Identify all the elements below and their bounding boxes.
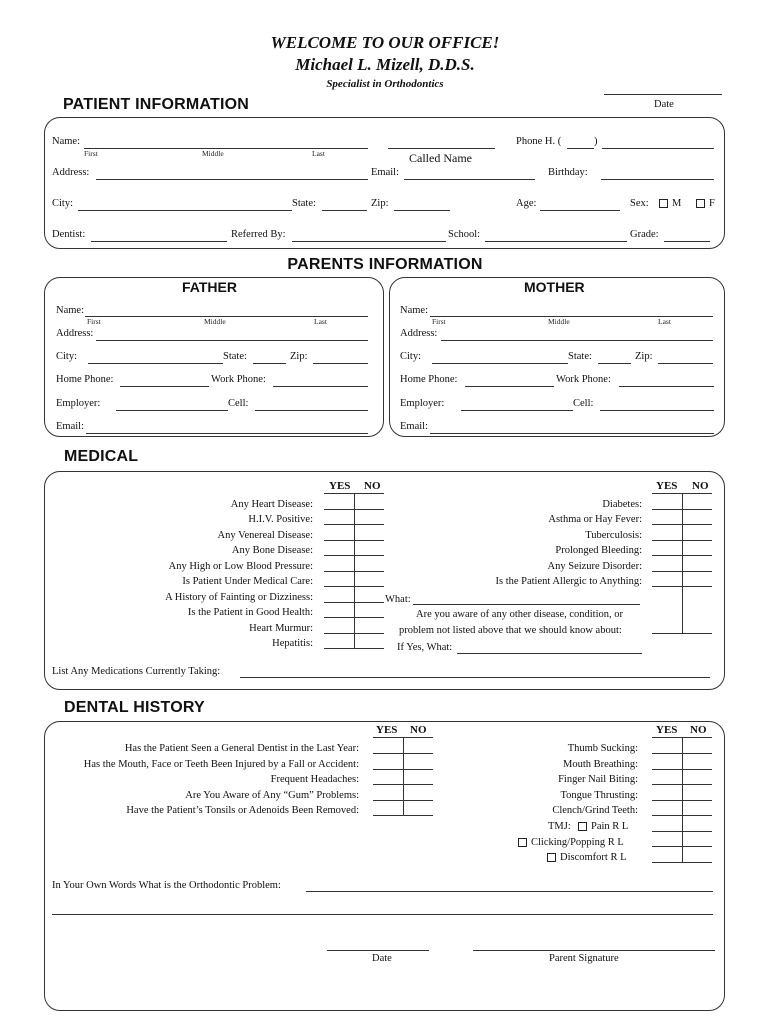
father-work-phone-field[interactable] xyxy=(273,386,368,387)
medical-left-q: A History of Fainting or Dizziness: xyxy=(165,592,313,603)
mother-state-label: State: xyxy=(568,351,592,362)
medical-answer-line[interactable] xyxy=(652,509,712,510)
patient-address-field[interactable] xyxy=(96,179,368,180)
mother-address-label: Address: xyxy=(400,328,438,339)
father-email-field[interactable] xyxy=(86,433,368,434)
father-city-label: City: xyxy=(56,351,78,362)
mother-zip-label: Zip: xyxy=(635,351,653,362)
father-zip-field[interactable] xyxy=(313,363,368,364)
birthday-field[interactable] xyxy=(601,179,714,180)
referred-by-field[interactable] xyxy=(292,241,446,242)
birthday-label: Birthday: xyxy=(548,167,588,178)
dental-divider-left xyxy=(403,738,404,816)
medical-left-q: Any Bone Disease: xyxy=(231,545,313,556)
mother-home-phone-field[interactable] xyxy=(465,386,554,387)
patient-city-field[interactable] xyxy=(78,210,292,211)
medical-left-q: Any High or Low Blood Pressure: xyxy=(168,561,313,572)
dental-yes-header-left: YES xyxy=(376,724,398,736)
sex-f-checkbox[interactable] xyxy=(696,199,705,208)
patient-middle-label: Middle xyxy=(202,149,224,158)
mother-heading: MOTHER xyxy=(524,279,585,295)
signature-date-field[interactable] xyxy=(327,950,429,951)
dental-right-q: Tongue Thrusting: xyxy=(560,790,638,801)
medical-answer-line[interactable] xyxy=(324,648,384,649)
age-label: Age: xyxy=(516,198,537,209)
tmj-label: TMJ: xyxy=(548,821,571,832)
father-cell-field[interactable] xyxy=(255,410,368,411)
tmj-pain-checkbox[interactable] xyxy=(578,822,587,831)
father-zip-label: Zip: xyxy=(290,351,308,362)
medical-left-q: H.I.V. Positive: xyxy=(248,514,313,525)
patient-last-label: Last xyxy=(312,149,325,158)
medical-left-q: Is Patient Under Medical Care: xyxy=(182,576,313,587)
medical-answer-line[interactable] xyxy=(652,586,712,587)
medications-field[interactable] xyxy=(240,677,710,678)
dental-answer-line[interactable] xyxy=(652,815,712,816)
phone-close: ) xyxy=(594,136,598,147)
mother-middle-label: Middle xyxy=(548,317,570,326)
medical-right-q: Diabetes: xyxy=(602,499,642,510)
phone-label: Phone H. ( xyxy=(516,136,562,147)
dental-answer-line[interactable] xyxy=(652,862,712,863)
mother-email-field[interactable] xyxy=(430,433,714,434)
father-address-field[interactable] xyxy=(96,340,368,341)
father-last-label: Last xyxy=(314,317,327,326)
father-name-label: Name: xyxy=(56,305,84,316)
tmj-pain-label: Pain R L xyxy=(591,821,629,832)
dental-answer-line[interactable] xyxy=(652,753,712,754)
dental-answer-line[interactable] xyxy=(373,815,433,816)
mother-city-label: City: xyxy=(400,351,422,362)
dental-left-q: Frequent Headaches: xyxy=(270,774,359,785)
sex-label: Sex: xyxy=(630,198,649,209)
mother-work-phone-field[interactable] xyxy=(619,386,714,387)
phone-area-field[interactable] xyxy=(567,148,594,149)
medical-answer-line[interactable] xyxy=(324,524,384,525)
medical-left-q: Any Heart Disease: xyxy=(230,499,313,510)
medical-left-q: Hepatitis: xyxy=(272,638,313,649)
medications-label: List Any Medications Currently Taking: xyxy=(52,666,221,677)
header-date-line[interactable] xyxy=(604,94,722,95)
grade-field[interactable] xyxy=(664,241,710,242)
signature-date-label: Date xyxy=(372,953,392,964)
dental-history-heading: DENTAL HISTORY xyxy=(64,699,205,716)
father-email-label: Email: xyxy=(56,421,84,432)
medical-divider-right xyxy=(682,494,683,634)
medical-right-q: Tuberculosis: xyxy=(585,530,642,541)
mother-name-label: Name: xyxy=(400,305,428,316)
patient-city-label: City: xyxy=(52,198,74,209)
medical-answer-line[interactable] xyxy=(652,633,712,634)
phone-field[interactable] xyxy=(602,148,714,149)
mother-last-label: Last xyxy=(658,317,671,326)
medical-left-q: Heart Murmur: xyxy=(249,623,313,634)
header-date-label: Date xyxy=(654,99,674,110)
mother-cell-label: Cell: xyxy=(573,398,594,409)
father-address-label: Address: xyxy=(56,328,94,339)
school-label: School: xyxy=(448,229,481,240)
mother-employer-label: Employer: xyxy=(400,398,445,409)
dental-answer-line[interactable] xyxy=(652,831,712,832)
medical-no-header-right: NO xyxy=(692,480,709,492)
discomfort-label: Discomfort R L xyxy=(560,852,627,863)
medical-right-q: Prolonged Bleeding: xyxy=(555,545,642,556)
dental-right-q: Clench/Grind Teeth: xyxy=(552,805,638,816)
mother-home-phone-label: Home Phone: xyxy=(400,374,458,385)
age-field[interactable] xyxy=(540,210,620,211)
clicking-popping-checkbox[interactable] xyxy=(518,838,527,847)
ortho-problem-field[interactable] xyxy=(306,891,713,892)
mother-email-label: Email: xyxy=(400,421,428,432)
mother-city-field[interactable] xyxy=(432,363,568,364)
medical-answer-line[interactable] xyxy=(324,633,384,634)
medical-answer-line[interactable] xyxy=(652,555,712,556)
medical-answer-line[interactable] xyxy=(324,617,384,618)
father-city-field[interactable] xyxy=(88,363,223,364)
dental-right-q: Finger Nail Biting: xyxy=(558,774,638,785)
dental-left-q: Has the Mouth, Face or Teeth Been Injured by a Fall or Accident: xyxy=(83,759,359,770)
father-home-phone-label: Home Phone: xyxy=(56,374,114,385)
medical-left-q: Any Venereal Disease: xyxy=(217,530,313,541)
medical-right-q: Is the Patient Allergic to Anything: xyxy=(495,576,642,587)
father-employer-label: Employer: xyxy=(56,398,101,409)
if-yes-label: If Yes, What: xyxy=(397,642,453,653)
dental-answer-line[interactable] xyxy=(652,769,712,770)
dental-answer-line[interactable] xyxy=(373,784,433,785)
father-work-phone-label: Work Phone: xyxy=(211,374,266,385)
medical-heading: MEDICAL xyxy=(64,448,139,465)
patient-zip-field[interactable] xyxy=(394,210,450,211)
mother-address-field[interactable] xyxy=(441,340,713,341)
medical-answer-line[interactable] xyxy=(324,555,384,556)
medical-answer-line[interactable] xyxy=(324,540,384,541)
dental-answer-line[interactable] xyxy=(373,769,433,770)
medical-answer-line[interactable] xyxy=(324,571,384,572)
medical-answer-line[interactable] xyxy=(324,602,384,603)
medical-answer-line[interactable] xyxy=(652,571,712,572)
father-employer-field[interactable] xyxy=(116,410,228,411)
medical-answer-line[interactable] xyxy=(652,540,712,541)
patient-info-heading: PATIENT INFORMATION xyxy=(63,96,250,113)
patient-first-label: First xyxy=(84,149,98,158)
school-field[interactable] xyxy=(485,241,627,242)
dental-no-header-left: NO xyxy=(410,724,427,736)
mother-work-phone-label: Work Phone: xyxy=(556,374,611,385)
medical-no-header-left: NO xyxy=(364,480,381,492)
welcome-title: WELCOME TO OUR OFFICE! xyxy=(270,33,500,52)
allergy-what-field[interactable] xyxy=(413,604,640,605)
father-box xyxy=(44,277,384,437)
discomfort-checkbox[interactable] xyxy=(547,853,556,862)
father-state-label: State: xyxy=(223,351,247,362)
father-middle-label: Middle xyxy=(204,317,226,326)
other-condition-line1: Are you aware of any other disease, condition, or xyxy=(416,609,624,620)
mother-employer-field[interactable] xyxy=(461,410,573,411)
parents-info-heading: PARENTS INFORMATION xyxy=(287,256,483,273)
parent-signature-field[interactable] xyxy=(473,950,715,951)
patient-state-field[interactable] xyxy=(322,210,367,211)
patient-info-box xyxy=(44,117,725,249)
mother-state-field[interactable] xyxy=(598,363,631,364)
dental-yes-header-right: YES xyxy=(656,724,678,736)
dentist-label: Dentist: xyxy=(52,229,86,240)
father-home-phone-field[interactable] xyxy=(120,386,209,387)
dental-right-q: Mouth Breathing: xyxy=(563,759,638,770)
patient-name-label: Name: xyxy=(52,136,80,147)
medical-right-q: Any Seizure Disorder: xyxy=(547,561,642,572)
doctor-name: Michael L. Mizell, D.D.S. xyxy=(295,55,475,74)
patient-address-label: Address: xyxy=(52,167,90,178)
other-condition-line2: problem not listed above that we should know about: xyxy=(399,625,622,636)
patient-zip-label: Zip: xyxy=(371,198,389,209)
father-first-label: First xyxy=(87,317,101,326)
medical-yes-header-left: YES xyxy=(329,480,351,492)
mother-cell-field[interactable] xyxy=(600,410,714,411)
dental-answer-line[interactable] xyxy=(373,800,433,801)
specialty: Specialist in Orthodontics xyxy=(326,78,444,90)
sex-m-checkbox[interactable] xyxy=(659,199,668,208)
dental-no-header-right: NO xyxy=(690,724,707,736)
medical-answer-line[interactable] xyxy=(324,586,384,587)
dental-answer-line[interactable] xyxy=(652,800,712,801)
patient-name-field[interactable] xyxy=(84,148,368,149)
called-name-field[interactable] xyxy=(388,148,495,149)
dental-left-q: Has the Patient Seen a General Dentist in the Last Year: xyxy=(124,743,359,754)
if-yes-field[interactable] xyxy=(457,653,642,654)
dental-left-q: Are You Aware of Any “Gum” Problems: xyxy=(185,790,359,801)
called-name-label: Called Name xyxy=(409,151,472,165)
clicking-popping-label: Clicking/Popping R L xyxy=(531,837,624,848)
ortho-problem-label: In Your Own Words What is the Orthodontic Problem: xyxy=(52,880,281,891)
grade-label: Grade: xyxy=(630,229,659,240)
father-cell-label: Cell: xyxy=(228,398,249,409)
father-state-field[interactable] xyxy=(253,363,286,364)
ortho-problem-field-line2[interactable] xyxy=(52,914,713,915)
medical-yes-header-right: YES xyxy=(656,480,678,492)
dental-answer-line[interactable] xyxy=(652,784,712,785)
medical-left-q: Is the Patient in Good Health: xyxy=(187,607,313,618)
medical-answer-line[interactable] xyxy=(324,509,384,510)
referred-by-label: Referred By: xyxy=(231,229,286,240)
mother-zip-field[interactable] xyxy=(658,363,713,364)
dental-left-q: Have the Patient’s Tonsils or Adenoids Been Removed: xyxy=(126,805,359,816)
dental-answer-line[interactable] xyxy=(373,753,433,754)
parent-signature-label: Parent Signature xyxy=(549,953,619,964)
patient-state-label: State: xyxy=(292,198,316,209)
sex-m-label: M xyxy=(672,198,682,209)
father-heading: FATHER xyxy=(182,279,237,295)
mother-first-label: First xyxy=(432,317,446,326)
sex-f-label: F xyxy=(709,198,715,209)
patient-email-field[interactable] xyxy=(404,179,535,180)
dental-right-q: Thumb Sucking: xyxy=(567,743,638,754)
allergy-what-label: What: xyxy=(385,594,411,605)
medical-answer-line[interactable] xyxy=(652,524,712,525)
dental-answer-line[interactable] xyxy=(652,846,712,847)
patient-email-label: Email: xyxy=(371,167,399,178)
medical-right-q: Asthma or Hay Fever: xyxy=(548,514,642,525)
mother-box xyxy=(389,277,725,437)
dentist-field[interactable] xyxy=(91,241,227,242)
